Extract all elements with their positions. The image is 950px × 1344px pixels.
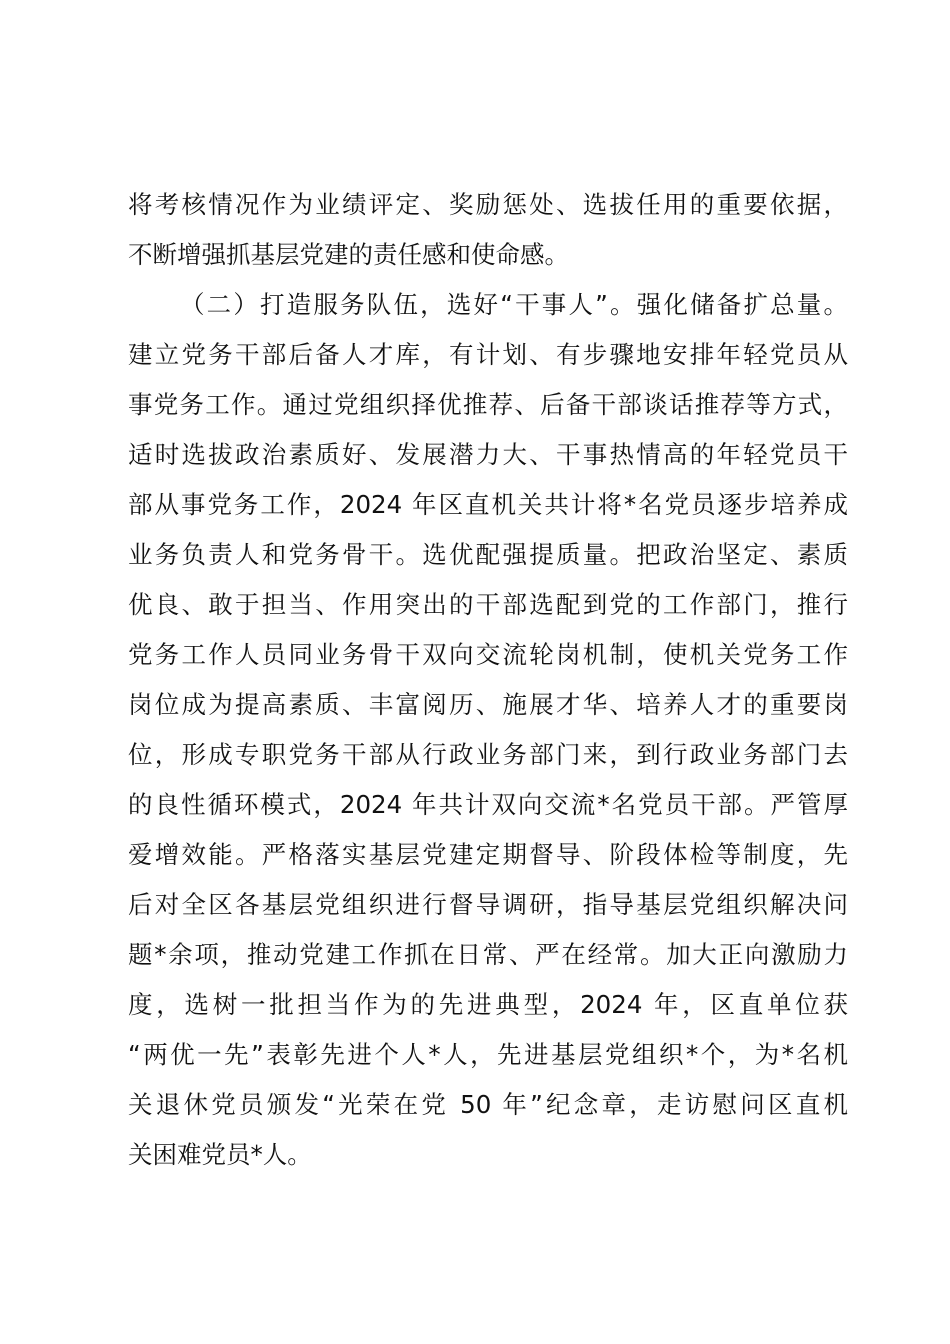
text-line: 党务工作人员同业务骨干双向交流轮岗机制，使机关党务工作 — [128, 640, 848, 669]
text-line: 题*余项，推动党建工作抓在日常、严在经常。加大正向激励力 — [128, 940, 848, 969]
text-line: 爱增效能。严格落实基层党建定期督导、阶段体检等制度，先 — [128, 840, 848, 869]
text-line: 不断增强抓基层党建的责任感和使命感。 — [128, 240, 569, 269]
text-line: 业务负责人和党务骨干。选优配强提质量。把政治坚定、素质 — [128, 540, 848, 569]
text-line: 后对全区各基层党组织进行督导调研，指导基层党组织解决问 — [128, 890, 848, 919]
paragraph-2 — [128, 280, 848, 1180]
text-line: 关困难党员*人。 — [128, 1140, 312, 1169]
document-body — [128, 180, 848, 1180]
text-line: 建立党务干部后备人才库，有计划、有步骤地安排年轻党员从 — [128, 340, 848, 369]
text-line: 的良性循环模式，2024 年共计双向交流*名党员干部。严管厚 — [128, 790, 848, 819]
paragraph-1 — [128, 180, 848, 280]
text-line: 适时选拔政治素质好、发展潜力大、干事热情高的年轻党员干 — [128, 440, 848, 469]
text-line: 度，选树一批担当作为的先进典型，2024 年，区直单位获 — [128, 990, 848, 1019]
text-line: “两优一先”表彰先进个人*人，先进基层党组织*个，为*名机 — [128, 1040, 848, 1069]
text-line: 优良、敢于担当、作用突出的干部选配到党的工作部门，推行 — [128, 590, 848, 619]
text-line: 事党务工作。通过党组织择优推荐、后备干部谈话推荐等方式， — [128, 390, 848, 419]
text-line: 部从事党务工作，2024 年区直机关共计将*名党员逐步培养成 — [128, 490, 848, 519]
text-line: （二）打造服务队伍，选好“干事人”。强化储备扩总量。 — [180, 290, 848, 319]
text-line: 关退休党员颁发“光荣在党 50 年”纪念章，走访慰问区直机 — [128, 1090, 848, 1119]
text-line: 将考核情况作为业绩评定、奖励惩处、选拔任用的重要依据， — [128, 190, 848, 219]
text-line: 位，形成专职党务干部从行政业务部门来，到行政业务部门去 — [128, 740, 848, 769]
text-line: 岗位成为提高素质、丰富阅历、施展才华、培养人才的重要岗 — [128, 690, 848, 719]
